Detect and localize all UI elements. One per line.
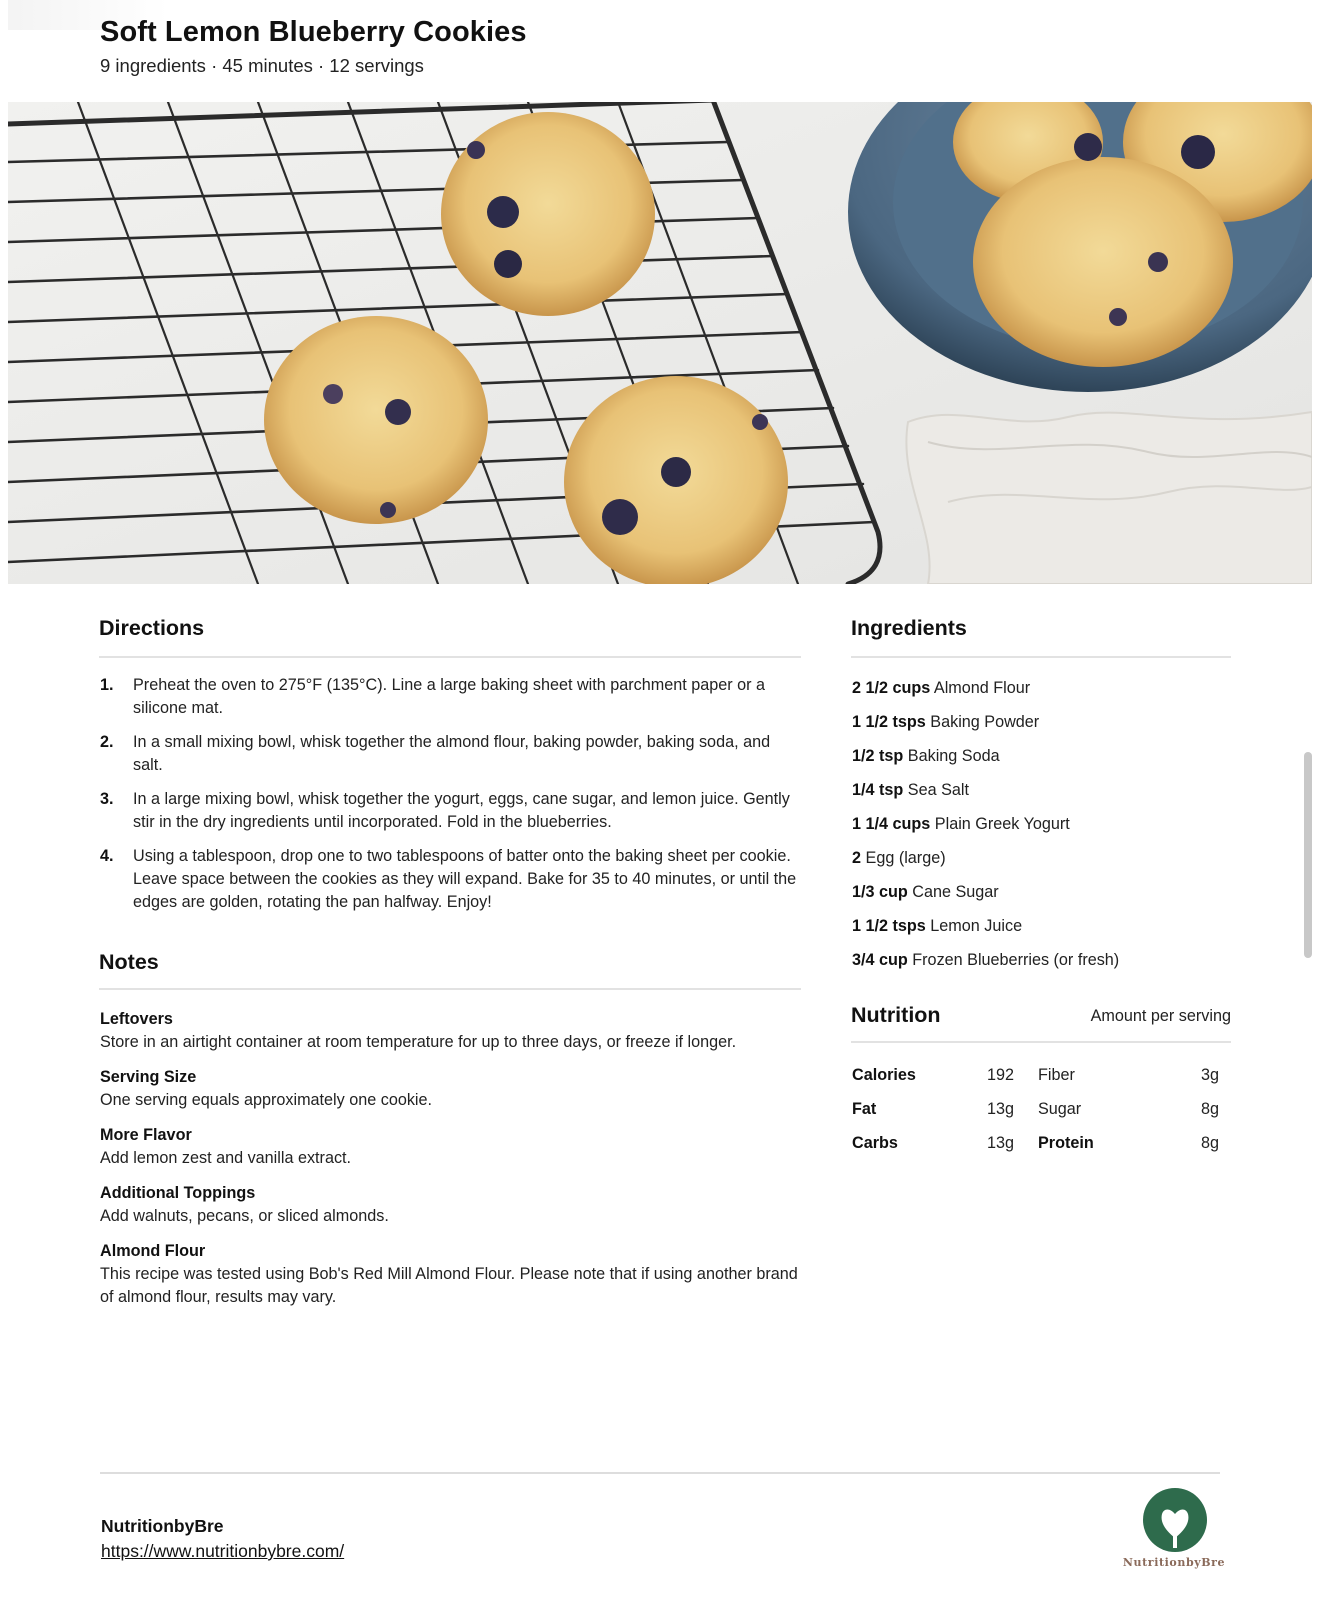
note-text: Add walnuts, pecans, or sliced almonds. — [100, 1207, 389, 1225]
ingredient-item: 1 1/4 cups Plain Greek Yogurt — [852, 815, 1070, 833]
notes-list — [100, 1008, 800, 1321]
nutrient-label: Fiber — [1038, 1066, 1075, 1084]
note-title: Almond Flour — [100, 1242, 206, 1260]
ingredient-item: 1 1/2 tsps Lemon Juice — [852, 917, 1023, 935]
direction-text: In a large mixing bowl, whisk together the yogurt, eggs, cane sugar, and lemon juice. Gently stir in the dry ingredients until incorporated. Fold in the blueberries. — [133, 790, 790, 831]
nutrient-value: 13g — [986, 1134, 1014, 1152]
ingredients-list — [852, 676, 1232, 982]
ingredient-item: 3/4 cup Frozen Blueberries (or fresh) — [852, 951, 1120, 969]
directions-divider — [99, 656, 801, 658]
brand-logo-text: NutritionbyBre — [1122, 1556, 1226, 1569]
nutrient-label: Calories — [852, 1066, 916, 1084]
nutrient-value: 8g — [1200, 1134, 1219, 1152]
recipe-meta: 9 ingredients · 45 minutes · 12 servings — [100, 55, 424, 76]
ingredients-divider — [851, 656, 1231, 658]
ingredient-item: 2 1/2 cups Almond Flour — [852, 679, 1031, 697]
nutrition-row — [852, 1063, 1232, 1097]
note-item — [100, 1182, 800, 1228]
nutrition-table — [852, 1063, 1232, 1165]
scrollbar-thumb[interactable] — [1304, 752, 1312, 958]
recipe-title: Soft Lemon Blueberry Cookies — [100, 16, 527, 48]
directions-heading: Directions — [99, 616, 205, 640]
ingredient-item: 2 Egg (large) — [852, 849, 946, 867]
note-title: Leftovers — [100, 1010, 173, 1028]
nutrition-divider — [851, 1041, 1231, 1043]
directions-list — [100, 674, 800, 925]
note-title: Additional Toppings — [100, 1184, 256, 1202]
ingredients-heading: Ingredients — [851, 616, 967, 640]
ingredient-item: 1/4 tsp Sea Salt — [852, 781, 969, 799]
cookies-photo-illustration — [8, 102, 1312, 584]
direction-text: In a small mixing bowl, whisk together the almond flour, baking powder, baking soda, and salt. — [133, 733, 771, 774]
note-text: One serving equals approximately one cookie. — [100, 1091, 433, 1109]
note-title: More Flavor — [100, 1126, 192, 1144]
note-text: Store in an airtight container at room temperature for up to three days, or freeze if longer. — [100, 1033, 737, 1051]
direction-step: 4. Using a tablespoon, drop one to two tablespoons of batter onto the baking sheet per cookie. Leave space between the cookies as they will expand. Bake for 35 to 40 minutes, or until the edges are golden, rotating the pan halfway. Enjoy! — [100, 847, 797, 911]
note-item — [100, 1066, 800, 1112]
nutrition-heading: Nutrition — [851, 1003, 941, 1027]
note-item — [100, 1008, 800, 1054]
nutrient-value: 8g — [1200, 1100, 1219, 1118]
ingredient-item: 1/2 tsp Baking Soda — [852, 747, 1000, 765]
amount-per-serving: Amount per serving — [1090, 1007, 1231, 1025]
note-item — [100, 1240, 800, 1309]
nutrient-label: Carbs — [852, 1134, 898, 1152]
note-item — [100, 1124, 800, 1170]
direction-step: 2. In a small mixing bowl, whisk together the almond flour, baking powder, baking soda, and salt. — [100, 733, 771, 774]
ingredient-item: 1/3 cup Cane Sugar — [852, 883, 999, 901]
nutrition-row — [852, 1097, 1232, 1131]
note-text: This recipe was tested using Bob's Red Mill Almond Flour. Please note that if using another brand of almond flour, results may vary. — [100, 1265, 798, 1306]
note-text: Add lemon zest and vanilla extract. — [100, 1149, 352, 1167]
direction-step: 3. In a large mixing bowl, whisk together the yogurt, eggs, cane sugar, and lemon juice. Gently stir in the dry ingredients until incorporated. Fold in the blueberries. — [100, 790, 790, 831]
notes-heading: Notes — [99, 950, 159, 974]
brand-url-link[interactable]: https://www.nutritionbybre.com/ — [101, 1541, 345, 1561]
direction-step: 1. Preheat the oven to 275°F (135°C). Line a large baking sheet with parchment paper or a silicone mat. — [100, 676, 766, 717]
nutrient-label: Fat — [852, 1100, 877, 1118]
notes-divider — [99, 988, 801, 990]
direction-text: Using a tablespoon, drop one to two tablespoons of batter onto the baking sheet per cookie. Leave space between the cookies as they will expand. Bake for 35 to 40 minutes, or until the edges are golden, rotating the pan halfway. Enjoy! — [133, 847, 797, 911]
recipe-card — [8, 0, 1312, 1598]
nutrient-value: 192 — [986, 1066, 1014, 1084]
footer-divider — [100, 1472, 1220, 1474]
nutrient-value: 3g — [1200, 1066, 1219, 1084]
hero-photo — [8, 102, 1312, 584]
nutrient-value: 13g — [986, 1100, 1014, 1118]
nutrient-label: Protein — [1038, 1134, 1094, 1152]
ingredient-item: 1 1/2 tsps Baking Powder — [852, 713, 1040, 731]
brand-name: NutritionbyBre — [101, 1516, 224, 1536]
note-title: Serving Size — [100, 1068, 197, 1086]
nutrition-row — [852, 1131, 1232, 1165]
direction-text: Preheat the oven to 275°F (135°C). Line a large baking sheet with parchment paper or a silicone mat. — [133, 676, 766, 717]
nutrient-label: Sugar — [1038, 1100, 1082, 1118]
